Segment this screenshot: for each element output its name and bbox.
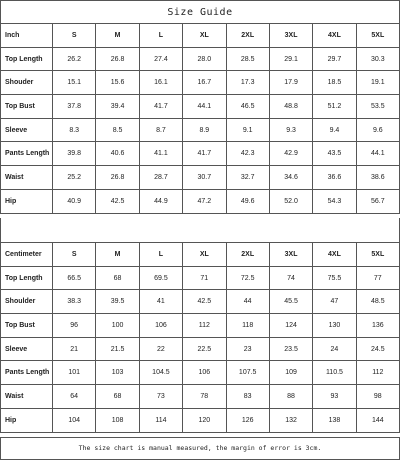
measurement-value: 68 (96, 266, 139, 290)
measurement-value: 22 (139, 337, 182, 361)
measurement-value: 64 (53, 385, 96, 409)
measurement-value: 71 (183, 266, 226, 290)
measurement-value: 78 (183, 385, 226, 409)
measurement-value: 21.5 (96, 337, 139, 361)
measurement-value: 109 (269, 361, 312, 385)
size-header: M (96, 243, 139, 267)
measurement-label: Top Bust (1, 314, 53, 338)
table-row (1, 314, 400, 338)
size-header: L (139, 24, 182, 48)
measurement-label: Hip (1, 189, 53, 213)
measurement-value: 41.1 (139, 142, 182, 166)
measurement-value: 8.5 (96, 118, 139, 142)
measurement-value: 77 (356, 266, 399, 290)
size-header: 5XL (356, 243, 399, 267)
measurement-value: 8.3 (53, 118, 96, 142)
measurement-value: 36.6 (313, 166, 356, 190)
measurement-value: 29.7 (313, 47, 356, 71)
measurement-value: 16.7 (183, 71, 226, 95)
measurement-value: 21 (53, 337, 96, 361)
size-header: XL (183, 243, 226, 267)
measurement-value: 23 (226, 337, 269, 361)
measurement-value: 45.5 (269, 290, 312, 314)
measurement-value: 24.5 (356, 337, 399, 361)
measurement-value: 96 (53, 314, 96, 338)
measurement-value: 130 (313, 314, 356, 338)
measurement-value: 93 (313, 385, 356, 409)
measurement-value: 75.5 (313, 266, 356, 290)
size-header: L (139, 243, 182, 267)
measurement-value: 44.9 (139, 189, 182, 213)
measurement-value: 52.0 (269, 189, 312, 213)
measurement-value: 16.1 (139, 71, 182, 95)
measurement-value: 18.5 (313, 71, 356, 95)
measurement-value: 40.9 (53, 189, 96, 213)
measurement-value: 48.5 (356, 290, 399, 314)
measurement-label: Top Bust (1, 95, 53, 119)
measurement-value: 132 (269, 408, 312, 432)
measurement-value: 39.8 (53, 142, 96, 166)
measurement-value: 47.2 (183, 189, 226, 213)
measurement-value: 15.1 (53, 71, 96, 95)
measurement-value: 9.1 (226, 118, 269, 142)
measurement-value: 9.4 (313, 118, 356, 142)
measurement-value: 126 (226, 408, 269, 432)
measurement-value: 44.1 (183, 95, 226, 119)
measurement-value: 69.5 (139, 266, 182, 290)
measurement-value: 39.4 (96, 95, 139, 119)
measurement-label: Shouder (1, 71, 53, 95)
measurement-value: 42.9 (269, 142, 312, 166)
measurement-value: 19.1 (356, 71, 399, 95)
measurement-value: 40.6 (96, 142, 139, 166)
measurement-value: 8.7 (139, 118, 182, 142)
measurement-value: 17.3 (226, 71, 269, 95)
measurement-value: 108 (96, 408, 139, 432)
measurement-value: 112 (183, 314, 226, 338)
measurement-value: 138 (313, 408, 356, 432)
table-row (1, 361, 400, 385)
measurement-value: 51.2 (313, 95, 356, 119)
measurement-value: 88 (269, 385, 312, 409)
measurement-value: 25.2 (53, 166, 96, 190)
size-header: XL (183, 24, 226, 48)
measurement-value: 98 (356, 385, 399, 409)
measurement-label: Top Length (1, 47, 53, 71)
unit-label: Centimeter (1, 243, 53, 267)
measurement-value: 26.8 (96, 166, 139, 190)
measurement-value: 41 (139, 290, 182, 314)
measurement-value: 104 (53, 408, 96, 432)
measurement-value: 106 (139, 314, 182, 338)
size-header: 3XL (269, 243, 312, 267)
measurement-value: 38.3 (53, 290, 96, 314)
measurement-value: 136 (356, 314, 399, 338)
measurement-value: 26.2 (53, 47, 96, 71)
measurement-label: Pants Length (1, 142, 53, 166)
measurement-label: Waist (1, 166, 53, 190)
measurement-value: 74 (269, 266, 312, 290)
measurement-value: 28.0 (183, 47, 226, 71)
size-header: S (53, 24, 96, 48)
table-header-row (1, 24, 400, 48)
size-header: 4XL (313, 24, 356, 48)
measurement-value: 41.7 (139, 95, 182, 119)
table-row (1, 408, 400, 432)
measurement-footnote: The size chart is manual measured, the margin of error is 3cm. (0, 437, 400, 460)
measurement-value: 66.5 (53, 266, 96, 290)
measurement-value: 73 (139, 385, 182, 409)
measurement-value: 101 (53, 361, 96, 385)
size-header: 4XL (313, 243, 356, 267)
measurement-value: 42.5 (183, 290, 226, 314)
size-header: S (53, 243, 96, 267)
measurement-value: 42.3 (226, 142, 269, 166)
measurement-value: 72.5 (226, 266, 269, 290)
size-header: M (96, 24, 139, 48)
measurement-value: 26.8 (96, 47, 139, 71)
table-row (1, 142, 400, 166)
measurement-value: 27.4 (139, 47, 182, 71)
measurement-value: 114 (139, 408, 182, 432)
measurement-value: 56.7 (356, 189, 399, 213)
measurement-value: 54.3 (313, 189, 356, 213)
measurement-value: 15.6 (96, 71, 139, 95)
centimeter-size-table (0, 242, 400, 433)
table-row (1, 71, 400, 95)
measurement-value: 17.9 (269, 71, 312, 95)
measurement-value: 28.7 (139, 166, 182, 190)
size-header: 3XL (269, 24, 312, 48)
unit-label: Inch (1, 24, 53, 48)
measurement-value: 37.8 (53, 95, 96, 119)
measurement-value: 41.7 (183, 142, 226, 166)
table-row (1, 47, 400, 71)
table-row (1, 385, 400, 409)
table-header-row (1, 243, 400, 267)
measurement-value: 29.1 (269, 47, 312, 71)
page-title: Size Guide (0, 0, 400, 24)
measurement-value: 120 (183, 408, 226, 432)
measurement-value: 104.5 (139, 361, 182, 385)
measurement-label: Hip (1, 408, 53, 432)
measurement-value: 106 (183, 361, 226, 385)
inch-size-table (0, 23, 400, 214)
measurement-value: 30.7 (183, 166, 226, 190)
size-header: 2XL (226, 243, 269, 267)
size-header: 2XL (226, 24, 269, 48)
measurement-value: 83 (226, 385, 269, 409)
measurement-label: Sleeve (1, 118, 53, 142)
measurement-value: 8.9 (183, 118, 226, 142)
measurement-value: 68 (96, 385, 139, 409)
table-row (1, 266, 400, 290)
measurement-label: Shoulder (1, 290, 53, 314)
table-row (1, 166, 400, 190)
table-row (1, 290, 400, 314)
measurement-value: 9.6 (356, 118, 399, 142)
measurement-value: 28.5 (226, 47, 269, 71)
table-separator (0, 218, 400, 243)
measurement-label: Pants Length (1, 361, 53, 385)
measurement-value: 100 (96, 314, 139, 338)
measurement-value: 23.5 (269, 337, 312, 361)
measurement-label: Top Length (1, 266, 53, 290)
measurement-value: 32.7 (226, 166, 269, 190)
table-row (1, 189, 400, 213)
measurement-label: Waist (1, 385, 53, 409)
measurement-value: 124 (269, 314, 312, 338)
measurement-value: 144 (356, 408, 399, 432)
measurement-value: 107.5 (226, 361, 269, 385)
measurement-value: 112 (356, 361, 399, 385)
measurement-label: Sleeve (1, 337, 53, 361)
measurement-value: 53.5 (356, 95, 399, 119)
measurement-value: 118 (226, 314, 269, 338)
measurement-value: 44.1 (356, 142, 399, 166)
measurement-value: 48.8 (269, 95, 312, 119)
measurement-value: 38.6 (356, 166, 399, 190)
table-row (1, 337, 400, 361)
measurement-value: 110.5 (313, 361, 356, 385)
table-row (1, 95, 400, 119)
size-header: 5XL (356, 24, 399, 48)
measurement-value: 34.6 (269, 166, 312, 190)
measurement-value: 44 (226, 290, 269, 314)
measurement-value: 39.5 (96, 290, 139, 314)
measurement-value: 49.6 (226, 189, 269, 213)
measurement-value: 24 (313, 337, 356, 361)
measurement-value: 43.5 (313, 142, 356, 166)
measurement-value: 47 (313, 290, 356, 314)
measurement-value: 103 (96, 361, 139, 385)
measurement-value: 22.5 (183, 337, 226, 361)
table-row (1, 118, 400, 142)
measurement-value: 30.3 (356, 47, 399, 71)
measurement-value: 46.5 (226, 95, 269, 119)
measurement-value: 42.5 (96, 189, 139, 213)
measurement-value: 9.3 (269, 118, 312, 142)
